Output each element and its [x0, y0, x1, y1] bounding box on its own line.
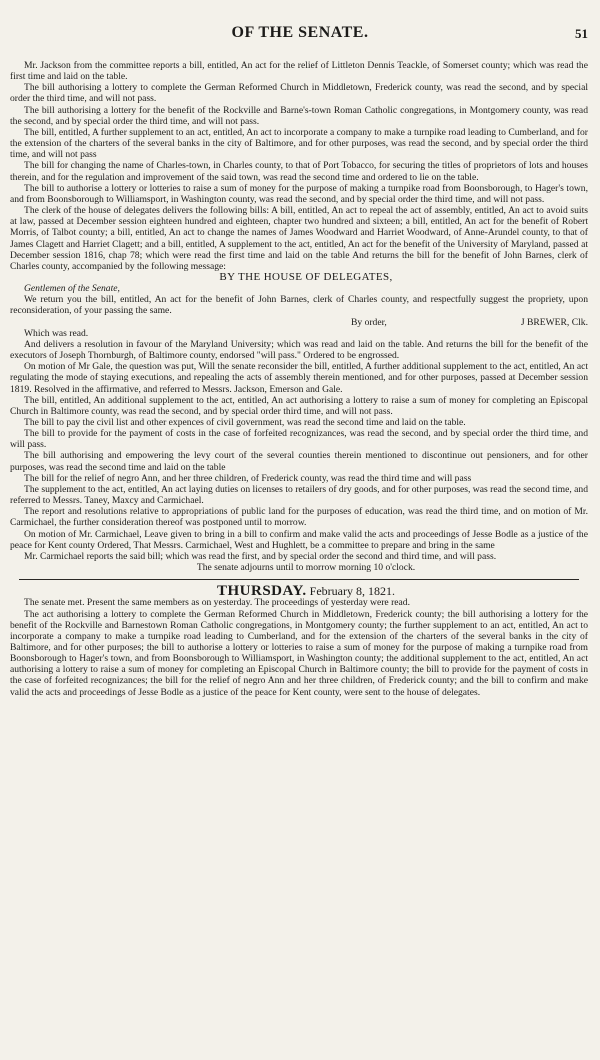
paragraph: The bill for changing the name of Charles-town, in Charles county, to that of Port Tobacco, for securing the titles of proprietors of lots and houses therein, and for the regulation and improvement of the said town, was read the second time and ordered to lie on the table. — [10, 160, 588, 183]
paragraph: The supplement to the act, entitled, An act laying duties on licenses to retailers of dry goods, and for other purposes, was read the second time, and referred to Messrs. Taney, Maxcy and Carmichael. — [10, 483, 588, 507]
running-head: OF THE SENATE. — [231, 24, 369, 41]
paragraph: The report and resolutions relative to appropriations of public land for the purposes of education, was read the third time, and on motion of Mr. Carmichael, the further consideration thereof was postponed until to morrow. — [10, 506, 588, 529]
day-heading — [10, 583, 588, 600]
message-body: We return you the bill, entitled, An act for the benefit of John Barnes, clerk of Charles county, and respectfully suggest the propriety, upon reconsideration, of your passing the same. — [10, 294, 588, 317]
paragraph: The bill to provide for the payment of costs in the case of forfeited recognizances, was read the second, and by special order the third time, and will pass. — [10, 428, 588, 451]
paragraph: The act authorising a lottery to complete the German Reformed Church in Middletown, Frederick county; the bill authorising a lottery for the benefit of the Rockville and Barnestown Roman Catholic congregations, in Montgomery county; the further supplement to an act, entitled, An act to incorporate a company to make a turnpike road leading to Cumberland, and for the extension of the charters of the several banks in the city of Baltimore, and for other purposes; the bill to authorise a lottery or lotteries to raise a sum of money for the purpose of making a turnpike road from Boonsborough to Hager's town, and from Boonsborough to Williamsport, in Washington county; the additional supplement to the act, entitled, An act authorising a lottery to raise a sum of money for completing an Episcopal Church in Baltimore county; the bill to provide for the payment of costs in the case of forfeited recognizances; the bill for the relief of negro Ann and her three children, of Frederick county; and the bill to confirm and make valid the acts and proceedings of Jesse Bodle as a justice of the peace for Kent county, were sent to the house of delegates. — [10, 608, 588, 698]
paragraph: On motion of Mr Gale, the question was put, Will the senate reconsider the bill, entitled, A further additional supplement to the act, entitled, An act regulating the mode of staying executions, and repealing the acts of assembly therein mentioned, and for other purposes, passed at December session 1819. Resolved in the affirmative, and referred to Messrs. Jackson, Emerson and Gale. — [10, 361, 589, 395]
paragraph: The bill authorising a lottery to complete the German Reformed Church in Middletown, Frederick county, was read the second, and by special order the third time, and will not pass. — [10, 82, 588, 105]
paragraph: Mr. Carmichael reports the said bill; which was read the first, and by special order the second and third time, and will pass. — [24, 550, 497, 562]
message-heading: BY THE HOUSE OF DELEGATES, — [219, 270, 393, 283]
paragraph: The bill authorising and empowering the levy court of the several counties therein mentioned to discontinue out pensioners, and for other purposes, was read the second time and laid on the table — [10, 450, 588, 473]
paragraph: The clerk of the house of delegates delivers the following bills: A bill, entitled, An act to repeal the act of assembly, entitled, An act to avoid suits at law, passed at December session eighteen hundred and eighteen, chapter two hundred and sixteen; a bill, entitled, An act for the benefit of Robert Morris, of Talbot county; a bill, entitled, An act to change the names of James Woodward and Harriet Woodward, of Anne-Arundel county, to that of James Clagett and Harriet Clagett; and a bill, entitled, A supplement to the act, entitled, An act for the benefit of the University of Maryland, passed at December session 1816, chap 78; which were read the first time and laid on the table And returns the bill for the benefit of John Barnes, clerk of Charles county, accompanied by the following message: — [10, 205, 588, 272]
paragraph: The senate met. Present the same members as on yesterday. The proceedings of yesterday were read. — [24, 597, 410, 609]
paragraph: On motion of Mr. Carmichael, Leave given to bring in a bill to confirm and make valid the acts and proceedings of Jesse Bodle as a justice of the peace for Kent county Ordered, That Messrs. Carmichael, West and Hughlett, be a committee to prepare and bring in the same — [10, 528, 588, 551]
page-number: 51 — [575, 26, 588, 41]
by-order: By order, — [350, 316, 387, 328]
paragraph: Mr. Jackson from the committee reports a bill, entitled, An act for the relief of Littleton Dennis Teackle, of Somerset county; which was read the first time and laid on the table. — [10, 60, 588, 83]
message-signoff — [10, 317, 588, 328]
paragraph: The bill, entitled, A further supplement to an act, entitled, An act to incorporate a company to make a turnpike road leading to Cumberland, and for the extension of the charters of the several banks in the city of Baltimore, and for other purposes, was read the second, and by special order the third time, and will not pass — [10, 126, 588, 161]
page-header — [0, 24, 600, 46]
paragraph: The bill authorising a lottery for the benefit of the Rockville and Barne's-town Roman Catholic congregations, in Montgomery county, was read the second, and by special order the third time, and will not pass. — [10, 104, 588, 127]
paragraph: The bill to authorise a lottery or lotteries to raise a sum of money for the purpose of making a turnpike road from Boonsborough, to Hager's town, and from Boonsborough to Williamsport, in Washington county, was read the second, and by special order the third time, and will not pass. — [10, 182, 588, 205]
day-title: THURSDAY. — [216, 583, 307, 600]
adjournment-line: The senate adjourns until to morrow morning 10 o'clock. — [196, 562, 416, 574]
paragraph: The bill, entitled, An additional supplement to the act, entitled, An act authorising a lottery to raise a sum of money for completing an Episcopal Church in Baltimore county, was read the second, and by special order third time, and will not pass. — [10, 394, 588, 417]
day-date: February 8, 1821. — [309, 584, 395, 599]
paragraph: And delivers a resolution in favour of the Maryland University; which was read and laid on the table. And returns the bill for the benefit of the executors of Joseph Thornburgh, of Baltimore county, endorsed "will pass." Ordered to be engrossed. — [10, 338, 588, 362]
clerk-signature: J BREWER, Clk. — [520, 316, 588, 328]
paragraph: Which was read. — [24, 327, 89, 339]
page-body — [10, 60, 588, 698]
paragraph: The bill for the relief of negro Ann, and her three children, of Frederick county, was read the third time and will pass — [24, 472, 472, 484]
message-salutation: Gentlemen of the Senate, — [24, 283, 120, 295]
paragraph: The bill to pay the civil list and other expences of civil government, was read the second time and laid on the table. — [24, 417, 466, 428]
